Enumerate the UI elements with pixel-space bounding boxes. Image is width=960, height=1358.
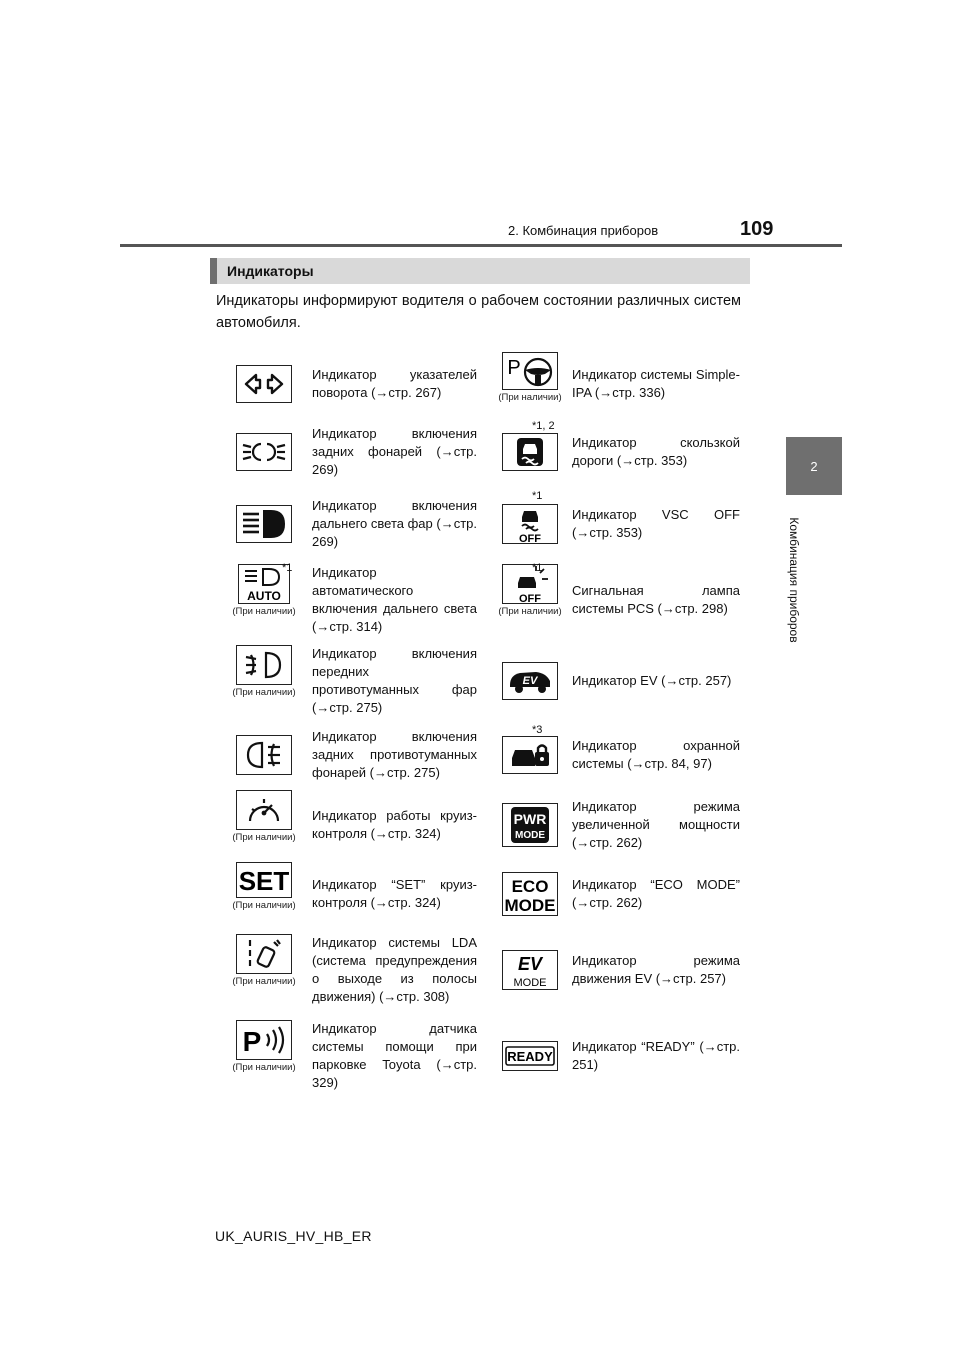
indicator-row [494,722,748,788]
svg-text:READY: READY [507,1049,553,1064]
high-beam-icon [236,505,292,543]
vsc-off-icon [502,504,558,544]
svg-text:OFF: OFF [519,533,541,543]
indicator-description: Индикатор “SET” круиз-контроля (→стр. 324) [312,877,477,910]
eco-mode-icon [502,872,558,916]
simple-ipa-icon [502,352,558,390]
indicator-icon-cell [232,1020,296,1075]
availability-note: (При наличии) [232,606,296,617]
cruise-control-icon [236,790,292,830]
indicator-description: Индикатор EV (→стр. 257) [572,673,732,688]
availability-note: (При наличии) [232,976,296,987]
footnote-marker: *1 [532,490,543,502]
indicator-description: Индикатор датчика системы помощи при парковке Toyota (→стр. 329) [312,1021,477,1090]
indicator-row [214,488,480,560]
availability-note: (При наличии) [232,900,296,911]
indicator-description: Индикатор режима движения EV (→стр. 257) [572,953,740,986]
indicator-row [214,642,480,720]
set-icon [236,862,292,898]
document-code: UK_AURIS_HV_HB_ER [215,1228,372,1244]
indicator-description: Индикатор охранной системы (→стр. 84, 97) [572,738,740,771]
indicator-description: Индикатор указателей поворота (→стр. 267) [312,367,477,400]
indicator-row [214,352,480,416]
header-divider [120,244,842,247]
indicator-icon-cell [498,803,562,847]
svg-text:P: P [242,1026,262,1054]
indicator-row [494,642,748,720]
indicator-description: Индикатор включения передних противотуманных фар (→стр. 275) [312,646,477,715]
security-icon [502,736,558,774]
indicator-icon-cell [232,433,296,471]
svg-text:P: P [507,357,521,379]
indicator-icon-cell [232,505,296,543]
svg-text:EV: EV [522,675,538,687]
parking-sensor-icon [236,1020,292,1060]
availability-note: (При наличии) [498,606,562,617]
indicator-description: Индикатор включения дальнего света фар (→стр. 269) [312,498,477,549]
indicator-icon-cell [232,365,296,403]
indicator-icon-cell [498,950,562,990]
availability-note: (При наличии) [232,687,296,698]
indicator-icon-cell [498,736,562,774]
indicator-icon-cell [498,504,562,544]
indicator-description: Индикатор системы LDA (система предупреждения о выходе из полосы движения) (→стр. 308) [312,935,477,1004]
indicator-row [494,790,748,860]
section-title: 2. Комбинация приборов [508,223,659,238]
indicator-icon-cell [498,1041,562,1071]
pcs-icon [502,564,558,604]
indicator-row [494,928,748,1012]
indicator-icon-cell [232,645,296,700]
svg-text:MODE: MODE [505,896,555,913]
indicator-row [214,418,480,486]
indicator-description: Индикатор включения задних противотуманных фонарей (→стр. 275) [312,729,477,780]
svg-text:EV: EV [517,954,543,974]
availability-note: (При наличии) [232,832,296,843]
chapter-label [772,515,816,645]
indicator-description: Индикатор “ECO MODE” (→стр. 262) [572,877,740,910]
indicator-row [494,418,748,486]
ev-mode-icon [502,950,558,990]
indicator-description: Индикатор системы Simple-IPA (→стр. 336) [572,367,740,400]
front-fog-icon [236,645,292,685]
chapter-label-text: Комбинация приборов [787,517,801,643]
indicator-icon-cell [498,433,562,471]
indicator-icon-cell [232,735,296,775]
indicator-row [214,862,480,926]
lda-icon [236,934,292,974]
indicator-row [214,722,480,788]
indicator-icon-cell [498,564,562,619]
availability-note: (При наличии) [498,392,562,403]
indicator-row [214,790,480,860]
svg-text:MODE: MODE [515,830,545,841]
footnote-marker: *1 [532,562,543,574]
indicator-icon-cell [498,662,562,700]
svg-text:ECO: ECO [511,877,549,896]
indicator-description: Индикатор автоматического включения дальнего света (→стр. 314) [312,565,477,634]
indicator-row [494,488,748,560]
indicator-description: Индикатор скользкой дороги (→стр. 353) [572,435,740,468]
footnote-marker: *1, 2 [532,420,555,432]
indicator-icon-cell [498,352,562,405]
svg-text:MODE: MODE [513,977,547,988]
indicator-icon-cell [232,790,296,845]
ev-icon [502,662,558,700]
rear-fog-icon [236,735,292,775]
indicator-icon-cell [232,862,296,913]
turn-signal-icon [236,365,292,403]
availability-note: (При наличии) [232,1062,296,1073]
indicator-description: Индикатор “READY” (→стр. 251) [572,1039,740,1072]
section-heading: Индикаторы [210,258,750,284]
indicator-row [214,1014,480,1098]
svg-text:SET: SET [239,867,289,893]
footnote-marker: *1 [282,562,293,574]
svg-text:OFF: OFF [519,593,541,603]
footnote-marker: *3 [532,724,543,736]
indicator-row [214,560,480,640]
svg-text:PWR: PWR [513,811,547,827]
indicator-description: Индикатор работы круиз-контроля (→стр. 324) [312,808,477,841]
indicator-row [494,560,748,640]
page-number: 109 [740,218,774,240]
indicator-description: Индикатор включения задних фонарей (→стр. 269) [312,426,477,477]
chapter-number: 2 [810,458,818,474]
indicator-row [494,352,748,416]
indicator-description: Индикатор VSC OFF (→стр. 353) [572,507,740,540]
indicator-description: Сигнальная лампа системы PCS (→стр. 298) [572,583,740,616]
chapter-tab [786,437,842,495]
indicator-row [494,1014,748,1098]
indicator-row [494,862,748,926]
indicator-icon-cell [498,872,562,916]
slip-icon [502,433,558,471]
svg-text:AUTO: AUTO [247,589,281,601]
tail-light-icon [236,433,292,471]
pwr-mode-icon [502,803,558,847]
intro-text: Индикаторы информируют водителя о рабочем состоянии различных систем автомобиля. [216,293,741,331]
indicator-row [214,928,480,1012]
indicator-icon-cell [232,934,296,989]
ready-icon [502,1041,558,1071]
indicator-description: Индикатор режима увеличенной мощности (→стр. 262) [572,799,740,850]
